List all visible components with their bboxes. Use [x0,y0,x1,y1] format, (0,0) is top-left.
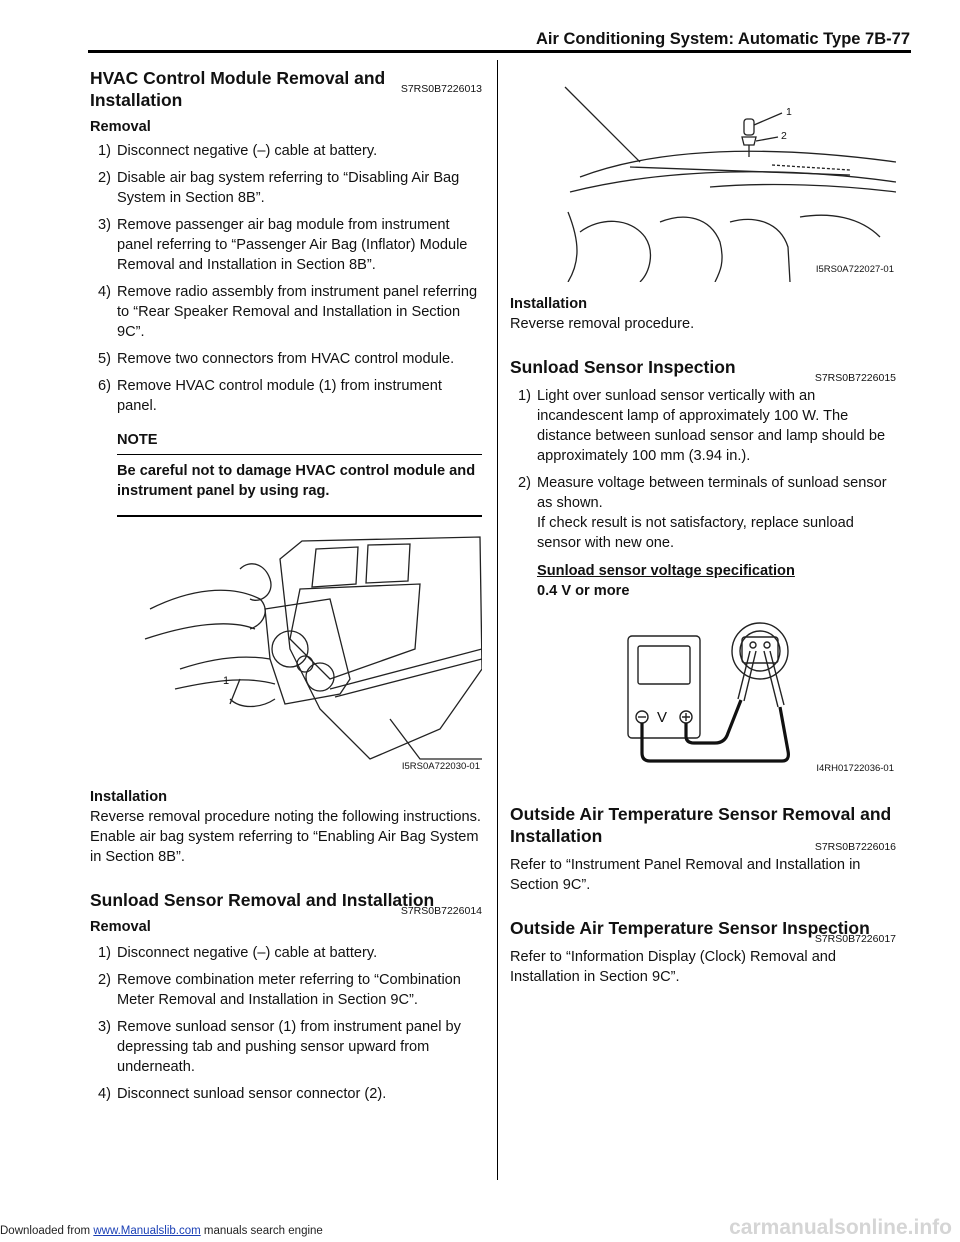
step-text: Light over sunload sensor vertically with an incandescent lamp of approximately 100 W. The distance between sunload sensor and lamp should be approximately 100 mm (3.94 in.). [537,388,886,464]
installation-text-2: Enable air bag system referring to “Enabling Air Bag System in Section 8B”. [90,829,479,865]
section-code: S7RS0B7226014 [400,905,482,917]
step-text: Remove radio assembly from instrument panel referring to “Rear Speaker Removal and Installation in Section 9C”. [117,284,478,340]
step-number: 5) [98,351,111,367]
step-number: 2) [98,972,111,988]
step-text: Remove passenger air bag module from instrument panel referring to “Passenger Air Bag (Inflator) Module Removal and Installation in Section 8B”. [117,217,468,273]
step-number: 4) [98,284,111,300]
left-column [90,67,482,1111]
meter-label: V [657,709,668,726]
step-text: Disconnect sunload sensor connector (2). [117,1086,387,1102]
step-number: 2) [98,170,111,186]
step-text: Remove sunload sensor (1) from instrument panel by depressing tab and pushing sensor upward from underneath. [117,1019,461,1075]
section-title-text: Sunload Sensor Removal and Installation [90,890,435,910]
step-number: 1) [518,388,531,404]
section-code: S7RS0B7226017 [814,933,896,945]
step-text-continued: If check result is not satisfactory, replace sunload sensor with new one. [537,515,854,551]
page-header-title: Air Conditioning System: Automatic Type 7B-77 [535,30,910,48]
section-title-text: Sunload Sensor Inspection [510,357,736,377]
section-text: Refer to “Instrument Panel Removal and Installation in Section 9C”. [510,857,861,893]
step-text: Disconnect negative (–) cable at battery. [117,143,378,159]
figure-caption: I5RS0A722030-01 [401,761,480,772]
note-title: NOTE [117,430,482,455]
step [90,168,482,208]
section-title-hvac [90,67,482,111]
figure-hvac-removal [90,529,482,779]
section-title-text-line1: Outside Air Temperature Sensor Removal and [510,804,892,824]
step-number: 1) [98,143,111,159]
figure-voltmeter [510,611,896,781]
download-footer [0,1225,323,1237]
spec-block [510,561,896,601]
step [90,970,482,1010]
figure-callout-1: 1 [223,675,230,687]
step [510,386,896,466]
section-title-sunload-inspection [510,356,896,384]
step [90,215,482,275]
step [90,943,482,963]
step-number: 3) [98,1019,111,1035]
step-number: 1) [98,945,111,961]
note-text: Be careful not to damage HVAC control module and instrument panel by using rag. [117,463,476,499]
installation-text: Reverse removal procedure noting the following instructions. [90,809,481,825]
figure-callout-1: 1 [786,106,792,118]
footer-suffix: manuals search engine [200,1225,323,1237]
step-text: Disable air bag system referring to “Disabling Air Bag System in Section 8B”. [117,170,460,206]
installation-label: Installation [90,789,168,805]
header-rule [88,50,911,53]
step-text: Remove HVAC control module (1) from instrument panel. [117,378,442,414]
spec-value: 0.4 V or more [537,583,630,599]
voltmeter-illustration [510,611,896,781]
figure-callout-2: 2 [781,130,787,142]
step-text: Remove two connectors from HVAC control module. [117,351,455,367]
sunload-inspection-steps [510,386,896,553]
footer-prefix: Downloaded from [0,1225,94,1237]
watermark: carmanualsonline.info [729,1216,952,1239]
figure-sunload-sensor-location [510,67,896,282]
hvac-removal-illustration [90,529,482,779]
removal-label: Removal [90,919,151,935]
step-number: 3) [98,217,111,233]
sunload-sensor-illustration [510,67,896,282]
column-divider [497,60,498,1180]
section-text: Refer to “Information Display (Clock) Removal and Installation in Section 9C”. [510,949,837,985]
section-code: S7RS0B7226016 [814,841,896,853]
section-title-sunload-removal [90,889,482,917]
step-text: Measure voltage between terminals of sunload sensor as shown. [537,475,887,511]
installation-label: Installation [510,296,588,312]
hvac-removal-steps [90,141,482,416]
section-title-text-line2: Installation [510,826,603,846]
step-text: Disconnect negative (–) cable at battery. [117,945,378,961]
step [90,349,482,369]
section-title-text: HVAC Control Module Removal and Installation [90,68,386,110]
step [510,473,896,553]
sunload-removal-steps [90,943,482,1104]
step [90,141,482,161]
right-column [510,67,896,987]
step-number: 6) [98,378,111,394]
section-title-text: Outside Air Temperature Sensor Inspection [510,918,870,938]
figure-caption: I4RH01722036-01 [816,763,894,774]
step [90,1017,482,1077]
note-box [117,430,482,517]
step-number: 4) [98,1086,111,1102]
section-code: S7RS0B7226013 [400,83,482,95]
step [90,376,482,416]
step [90,1084,482,1104]
step [90,282,482,342]
spec-title: Sunload sensor voltage specification [537,563,795,579]
step-text: Remove combination meter referring to “Combination Meter Removal and Installation in Section 9C”. [117,972,461,1008]
section-code: S7RS0B7226015 [814,372,896,384]
manualslib-link[interactable]: www.Manualslib.com [93,1225,201,1237]
figure-caption: I5RS0A722027-01 [815,264,894,275]
installation-text: Reverse removal procedure. [510,316,695,332]
removal-label: Removal [90,119,151,135]
section-title-outside-temp-inspection [510,917,896,945]
step-number: 2) [518,475,531,491]
section-title-outside-temp-removal [510,803,896,853]
